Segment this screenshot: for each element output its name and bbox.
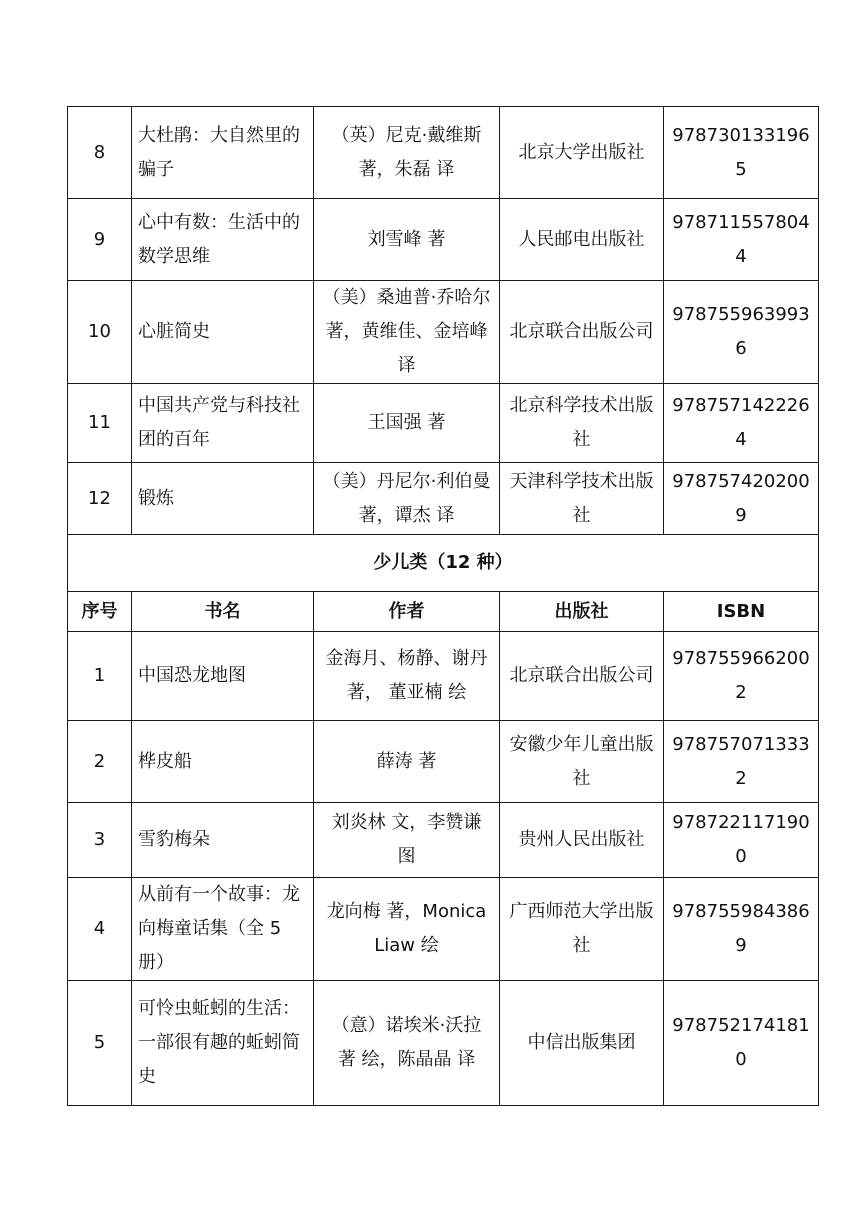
- book-title: 桦皮船: [132, 721, 314, 803]
- row-number: 10: [68, 281, 132, 384]
- book-author: （意）诺埃米·沃拉 著 绘，陈晶晶 译: [314, 981, 500, 1106]
- book-title: 心脏简史: [132, 281, 314, 384]
- book-title: 大杜鹃：大自然里的骗子: [132, 107, 314, 199]
- row-number: 2: [68, 721, 132, 803]
- book-title: 可怜虫蚯蚓的生活：一部很有趣的蚯蚓简史: [132, 981, 314, 1106]
- book-title: 心中有数：生活中的数学思维: [132, 199, 314, 281]
- book-isbn: 9787559639936: [664, 281, 819, 384]
- book-author: （美）桑迪普·乔哈尔 著，黄维佳、金培峰 译: [314, 281, 500, 384]
- book-title: 中国共产党与科技社团的百年: [132, 384, 314, 463]
- table-row: [68, 981, 819, 1106]
- table-row: [68, 384, 819, 463]
- book-author: 刘雪峰 著: [314, 199, 500, 281]
- table-row: [68, 199, 819, 281]
- book-title: 雪豹梅朵: [132, 803, 314, 878]
- book-author: 龙向梅 著，Monica Liaw 绘: [314, 878, 500, 981]
- book-publisher: 人民邮电出版社: [500, 199, 664, 281]
- book-isbn: 9787559843869: [664, 878, 819, 981]
- row-number: 1: [68, 632, 132, 721]
- header-author: 作者: [314, 592, 500, 632]
- book-isbn: 9787521741810: [664, 981, 819, 1106]
- header-isbn: ISBN: [664, 592, 819, 632]
- header-title: 书名: [132, 592, 314, 632]
- book-publisher: 北京科学技术出版社: [500, 384, 664, 463]
- book-title: 中国恐龙地图: [132, 632, 314, 721]
- row-number: 8: [68, 107, 132, 199]
- table-row: [68, 878, 819, 981]
- row-number: 3: [68, 803, 132, 878]
- table-row: [68, 721, 819, 803]
- book-author: 薛涛 著: [314, 721, 500, 803]
- table-row: [68, 463, 819, 535]
- book-title: 从前有一个故事：龙向梅童话集（全 5 册）: [132, 878, 314, 981]
- book-isbn: 9787571422264: [664, 384, 819, 463]
- book-author: 刘炎林 文，李赞谦 图: [314, 803, 500, 878]
- table-row: [68, 632, 819, 721]
- book-isbn: 9787301331965: [664, 107, 819, 199]
- table-row: [68, 107, 819, 199]
- section-title: 少儿类（12 种）: [68, 535, 819, 592]
- book-publisher: 广西师范大学出版社: [500, 878, 664, 981]
- table-header-row: [68, 592, 819, 632]
- table-row: [68, 281, 819, 384]
- book-isbn: 9787559662002: [664, 632, 819, 721]
- row-number: 5: [68, 981, 132, 1106]
- book-isbn: 9787574202009: [664, 463, 819, 535]
- book-publisher: 安徽少年儿童出版社: [500, 721, 664, 803]
- book-author: （英）尼克·戴维斯 著，朱磊 译: [314, 107, 500, 199]
- header-number: 序号: [68, 592, 132, 632]
- book-publisher: 北京联合出版公司: [500, 632, 664, 721]
- book-list-table: [67, 106, 819, 1106]
- row-number: 4: [68, 878, 132, 981]
- row-number: 11: [68, 384, 132, 463]
- row-number: 12: [68, 463, 132, 535]
- book-author: 金海月、杨静、谢丹 著， 董亚楠 绘: [314, 632, 500, 721]
- book-author: 王国强 著: [314, 384, 500, 463]
- book-isbn: 9787570713332: [664, 721, 819, 803]
- book-author: （美）丹尼尔·利伯曼 著，谭杰 译: [314, 463, 500, 535]
- header-publisher: 出版社: [500, 592, 664, 632]
- book-publisher: 北京联合出版公司: [500, 281, 664, 384]
- book-publisher: 中信出版集团: [500, 981, 664, 1106]
- section-title-row: [68, 535, 819, 592]
- table-row: [68, 803, 819, 878]
- book-publisher: 贵州人民出版社: [500, 803, 664, 878]
- book-publisher: 天津科学技术出版社: [500, 463, 664, 535]
- book-isbn: 9787115578044: [664, 199, 819, 281]
- row-number: 9: [68, 199, 132, 281]
- book-publisher: 北京大学出版社: [500, 107, 664, 199]
- book-isbn: 9787221171900: [664, 803, 819, 878]
- book-title: 锻炼: [132, 463, 314, 535]
